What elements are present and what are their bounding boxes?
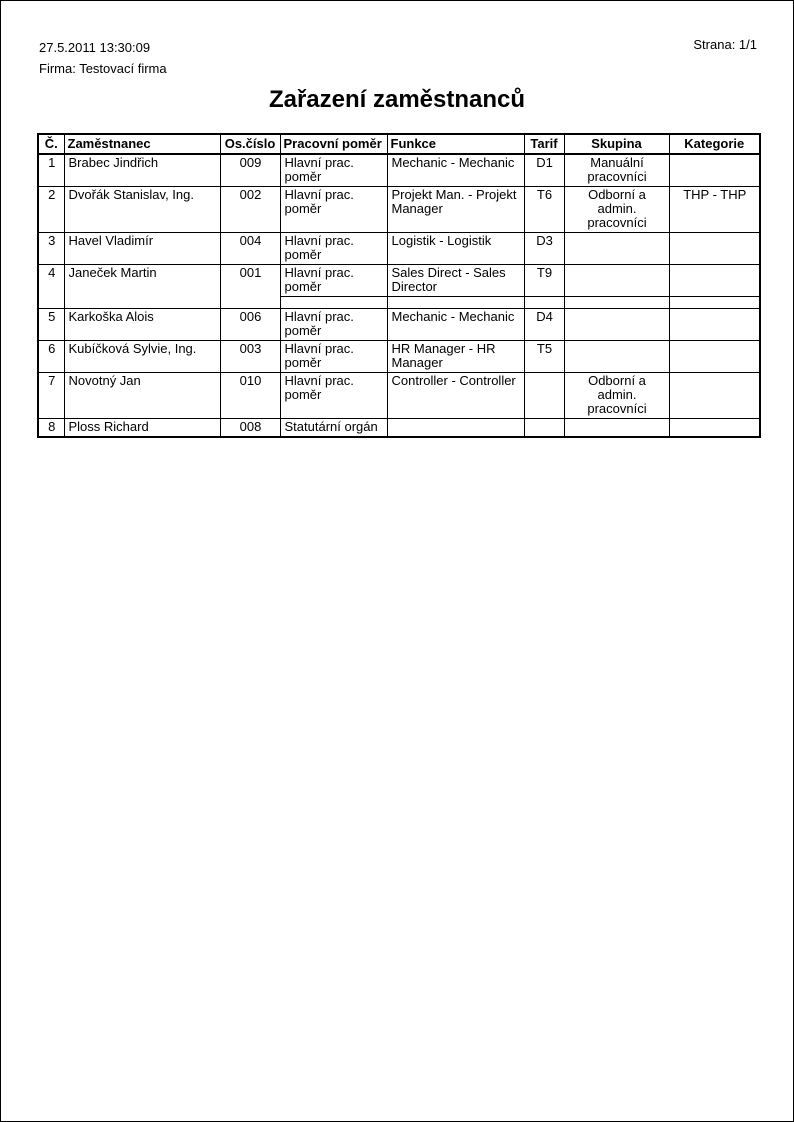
column-header-cislo: Č. (38, 134, 64, 154)
cell-number: 3 (38, 233, 64, 265)
cell-number: 4 (38, 265, 64, 309)
employees-table (37, 133, 761, 438)
cell-kategorie (669, 233, 760, 265)
cell-pracovni-pomer: Hlavní prac. poměr (280, 309, 387, 341)
column-header-funkce: Funkce (387, 134, 524, 154)
cell-pracovni-pomer: Hlavní prac. poměr (280, 154, 387, 187)
cell-tarif: T5 (524, 341, 564, 373)
cell-tarif: D4 (524, 309, 564, 341)
column-header-skupina: Skupina (564, 134, 669, 154)
cell-tarif: D3 (524, 233, 564, 265)
cell-number: 2 (38, 187, 64, 233)
table-header-row (38, 134, 760, 154)
cell-skupina (564, 341, 669, 373)
cell-funkce: Mechanic - Mechanic (387, 309, 524, 341)
cell-os-cislo: 009 (220, 154, 280, 187)
cell-skupina (564, 419, 669, 438)
cell-kategorie (669, 373, 760, 419)
cell-os-cislo: 008 (220, 419, 280, 438)
cell-funkce: Logistik - Logistik (387, 233, 524, 265)
page-number: Strana: 1/1 (693, 37, 757, 52)
cell-tarif (524, 373, 564, 419)
table-row (38, 265, 760, 297)
cell-funkce: Sales Direct - Sales Director (387, 265, 524, 297)
report-title: Zařazení zaměstnanců (268, 86, 526, 113)
cell-tarif (524, 419, 564, 438)
cell-number: 7 (38, 373, 64, 419)
cell-employee: Havel Vladimír (64, 233, 220, 265)
table-row (38, 341, 760, 373)
cell-skupina (564, 265, 669, 297)
table-row (38, 154, 760, 187)
table-row (38, 419, 760, 438)
cell-kategorie (669, 419, 760, 438)
cell-pracovni-pomer: Statutární orgán (280, 419, 387, 438)
cell-skupina: Odborní a admin. pracovníci (564, 187, 669, 233)
cell-os-cislo: 004 (220, 233, 280, 265)
cell-kategorie: THP - THP (669, 187, 760, 233)
cell-number: 5 (38, 309, 64, 341)
cell-os-cislo: 003 (220, 341, 280, 373)
column-header-pracovni-pomer: Pracovní poměr (280, 134, 387, 154)
table-row (38, 309, 760, 341)
cell-kategorie (669, 297, 760, 309)
cell-tarif (524, 297, 564, 309)
cell-tarif: T6 (524, 187, 564, 233)
cell-number: 6 (38, 341, 64, 373)
column-header-zamestnanec: Zaměstnanec (64, 134, 220, 154)
cell-os-cislo: 006 (220, 309, 280, 341)
cell-pracovni-pomer: Hlavní prac. poměr (280, 233, 387, 265)
cell-pracovni-pomer (280, 297, 387, 309)
cell-skupina (564, 309, 669, 341)
cell-pracovni-pomer: Hlavní prac. poměr (280, 187, 387, 233)
table-row (38, 233, 760, 265)
cell-os-cislo: 010 (220, 373, 280, 419)
column-header-tarif: Tarif (524, 134, 564, 154)
cell-kategorie (669, 154, 760, 187)
cell-skupina: Manuální pracovníci (564, 154, 669, 187)
cell-pracovni-pomer: Hlavní prac. poměr (280, 373, 387, 419)
cell-funkce (387, 297, 524, 309)
table-row (38, 373, 760, 419)
cell-employee: Kubíčková Sylvie, Ing. (64, 341, 220, 373)
cell-pracovni-pomer: Hlavní prac. poměr (280, 265, 387, 297)
cell-pracovni-pomer: Hlavní prac. poměr (280, 341, 387, 373)
cell-number: 8 (38, 419, 64, 438)
cell-employee: Novotný Jan (64, 373, 220, 419)
cell-employee: Ploss Richard (64, 419, 220, 438)
cell-employee: Dvořák Stanislav, Ing. (64, 187, 220, 233)
cell-employee: Karkoška Alois (64, 309, 220, 341)
column-header-kategorie: Kategorie (669, 134, 760, 154)
cell-os-cislo: 002 (220, 187, 280, 233)
cell-tarif: D1 (524, 154, 564, 187)
cell-skupina (564, 297, 669, 309)
table-row (38, 187, 760, 233)
report-datetime: 27.5.2011 13:30:09 (39, 40, 151, 55)
cell-skupina: Odborní a admin. pracovníci (564, 373, 669, 419)
cell-funkce (387, 419, 524, 438)
cell-tarif: T9 (524, 265, 564, 297)
cell-funkce: Mechanic - Mechanic (387, 154, 524, 187)
cell-kategorie (669, 341, 760, 373)
cell-kategorie (669, 309, 760, 341)
cell-skupina (564, 233, 669, 265)
cell-funkce: HR Manager - HR Manager (387, 341, 524, 373)
cell-os-cislo: 001 (220, 265, 280, 309)
cell-employee: Brabec Jindřich (64, 154, 220, 187)
cell-number: 1 (38, 154, 64, 187)
report-meta (39, 37, 167, 79)
cell-funkce: Controller - Controller (387, 373, 524, 419)
cell-funkce: Projekt Man. - Projekt Manager (387, 187, 524, 233)
company-line: Firma: Testovací firma (39, 61, 167, 76)
column-header-os-cislo: Os.číslo (220, 134, 280, 154)
cell-employee: Janeček Martin (64, 265, 220, 309)
cell-kategorie (669, 265, 760, 297)
